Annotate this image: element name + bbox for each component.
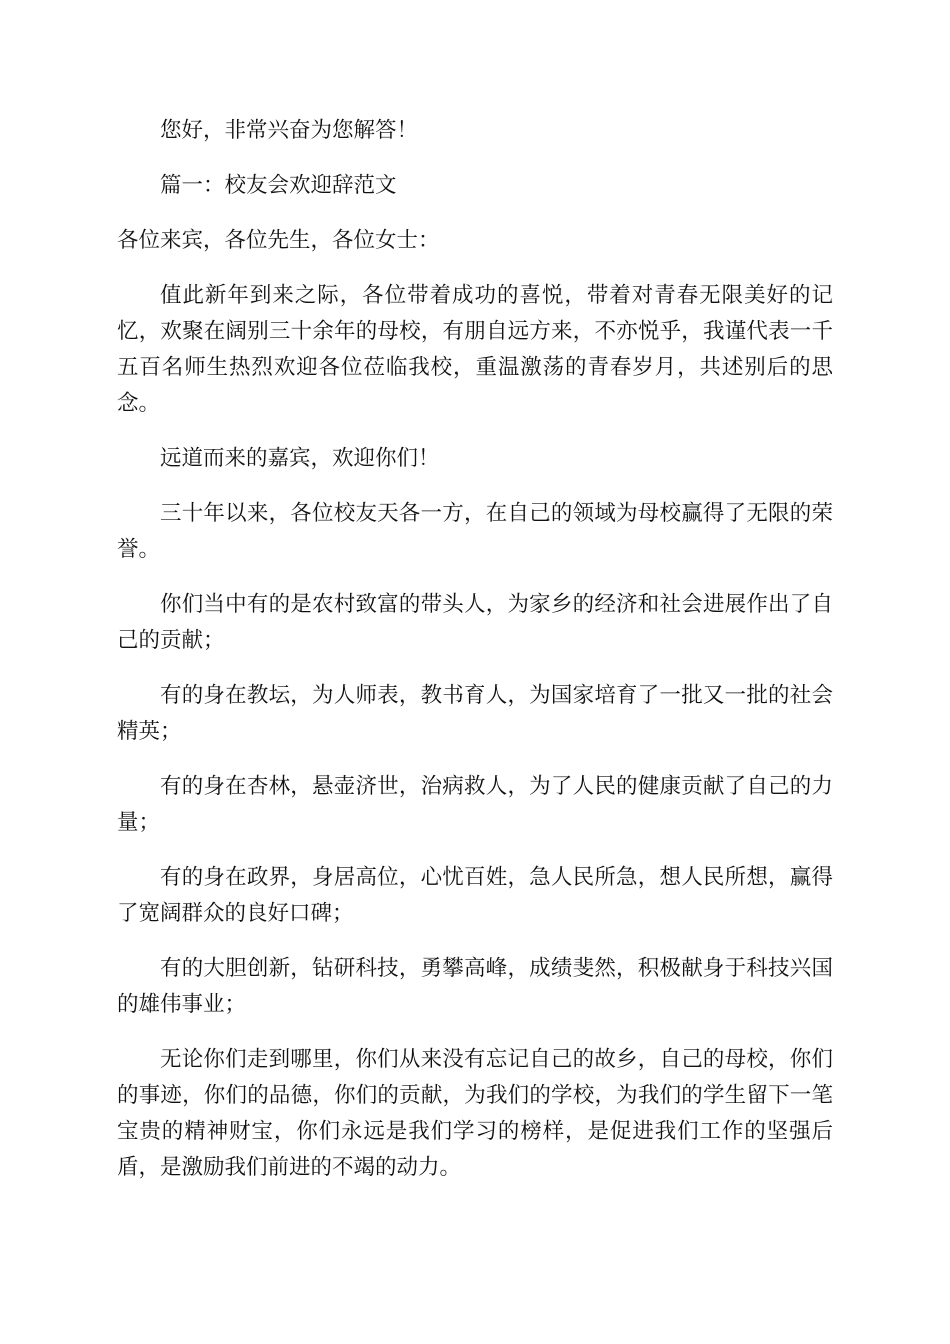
article-heading: 篇一：校友会欢迎辞范文 [160, 173, 397, 198]
body-paragraph: 有的身在教坛，为人师表，教书育人，为国家培育了一批又一批的社会精英； [117, 683, 833, 744]
body-paragraph: 有的身在杏林，悬壶济世，治病救人，为了人民的健康贡献了自己的力量； [117, 774, 833, 835]
salutation: 各位来宾，各位先生，各位女士： [117, 228, 440, 253]
body-paragraph: 三十年以来，各位校友天各一方，在自己的领域为母校赢得了无限的荣誉。 [117, 501, 833, 562]
body-paragraph: 远道而来的嘉宾，欢迎你们！ [160, 446, 440, 471]
body-paragraph: 值此新年到来之际，各位带着成功的喜悦，带着对青春无限美好的记忆，欢聚在阔别三十余年的母校，有朋自远方来，不亦悦乎，我谨代表一千五百名师生热烈欢迎各位莅临我校，重温激荡的青春岁月，共述别后的思念。 [117, 283, 833, 416]
greeting-paragraph: 您好，非常兴奋为您解答！ [160, 118, 419, 143]
body-paragraph: 无论你们走到哪里，你们从来没有忘记自己的故乡，自己的母校，你们的事迹，你们的品德，你们的贡献，为我们的学校，为我们的学生留下一笔宝贵的精神财宝，你们永远是我们学习的榜样，是促进我们工作的坚强后盾，是激励我们前进的不竭的动力。 [117, 1047, 833, 1180]
body-paragraph: 你们当中有的是农村致富的带头人，为家乡的经济和社会进展作出了自己的贡献； [117, 592, 833, 653]
document-page [117, 113, 833, 1205]
body-paragraph: 有的身在政界，身居高位，心忧百姓，急人民所急，想人民所想，赢得了宽阔群众的良好口碑； [117, 865, 833, 926]
body-paragraph: 有的大胆创新，钻研科技，勇攀高峰，成绩斐然，积极献身于科技兴国的雄伟事业； [117, 956, 833, 1017]
